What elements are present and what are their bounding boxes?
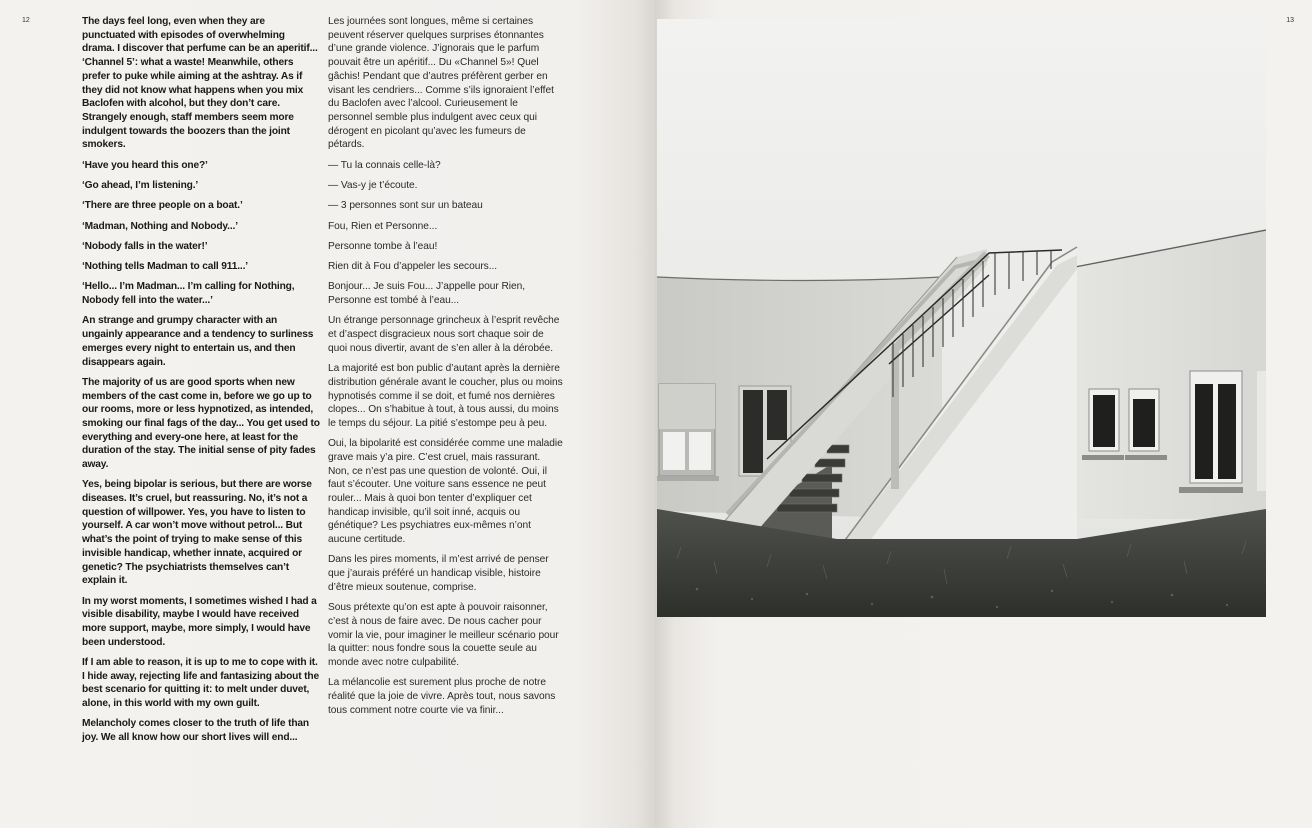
english-paragraph: ‘Go ahead, I’m listening.’ (82, 179, 199, 191)
left-page (0, 0, 655, 828)
right-page (655, 0, 1312, 828)
french-paragraph: Personne tombe à l’eau! (328, 240, 438, 252)
french-paragraph: Un étrange personnage grincheux à l’esprit revêche et d’aspect disgracieux nous sort chaque soir de quoi nous divertir, avant de s’en aller à la dérobée. (328, 315, 560, 354)
english-paragraph: In my worst moments, I sometimes wished I had a visible disability, maybe I would have received more support, maybe, more simply, I would have been understood. (82, 595, 317, 648)
french-paragraph: Sous prétexte qu’on est apte à pouvoir raisonner, c’est à nous de faire avec. De nous cacher pour vomir la vie, pour imaginer le meilleur scénario pour la quitter: nous fondre sous la couette seule au monde avec notre culpabilité. (328, 602, 559, 668)
french-paragraph: La majorité est bon public d’autant après la dernière distribution générale avant le coucher, plus ou moins hypnotisés comme il se doit, et fumé nos dernières clopes... On s’habitue à tout, à tous aussi, du moins le temps du séjour. La pitié s’estompe peu à peu. (328, 363, 563, 429)
english-paragraph: Melancholy comes closer to the truth of life than joy. We all know how our short lives will end... (82, 718, 309, 744)
english-paragraph: The majority of us are good sports when new members of the cast come in, before we go up to our rooms, more or less hypnotized, as intended, smoking our final fags of the day... You get used to everything and every-one here, at least for the duration of the stay. The initial sense of pity fades away. (82, 376, 320, 471)
french-paragraph: Les journées sont longues, même si certaines peuvent réserver quelques surprises étonnantes d’une grande violence. J’ignorais que le parfum pouvait être un apéritif... Du «Channel 5»! Quel gâchis! Pendant que d’autres préfèrent gerber en visant les cendriers... Comme s’ils ignoraient l’effet du Baclofen avec l’alcool. Curieusement le personnel semble plus indulgent avec ceux qui dérogent en picolant qu’avec les fumeurs de pétards. (328, 16, 554, 151)
english-paragraph: If I am able to reason, it is up to me to cope with it. I hide away, rejecting life and fantasizing about the best scenario for quitting it: to melt under duvet, alone, in this world with my own guilt. (82, 656, 319, 710)
french-paragraph: Dans les pires moments, il m’est arrivé de penser que j’aurais préféré un handicap visible, histoire d’être mieux soutenue, comprise. (328, 554, 549, 593)
french-paragraph: — 3 personnes sont sur un bateau (328, 200, 483, 212)
page-number-left: 12 (22, 17, 30, 24)
english-paragraph: ‘There are three people on a boat.’ (82, 200, 243, 212)
french-paragraph: — Tu la connais celle-là? (328, 159, 441, 171)
building-with-exterior-staircase-icon (657, 19, 1266, 617)
english-paragraph: ‘Hello... I’m Madman... I’m calling for Nothing, Nobody fell into the water...’ (82, 281, 295, 307)
french-paragraph: — Vas-y je t’écoute. (328, 179, 418, 191)
french-paragraph: La mélancolie est surement plus proche de notre réalité que la joie de vivre. Après tout, nous savons tous comment notre courte vie va finir... (328, 677, 556, 716)
page-number-right: 13 (1286, 17, 1294, 24)
english-paragraph: ‘Nothing tells Madman to call 911...’ (82, 261, 248, 273)
english-text-column (82, 15, 320, 751)
french-paragraph: Oui, la bipolarité est considérée comme une maladie grave mais y’a pire. C’est cruel, mais rassurant. Non, ce n’est pas une question de volonté. Oui, il faut s’écouter. Une voiture sans essence ne peut rouler... Mais à quoi bon tenter d’expliquer cet handicap invisible, qu’il soit inné, acquis ou génétique? Les psychiatres eux-mêmes n’ont aucune certitude. (328, 438, 563, 546)
english-paragraph: An strange and grumpy character with an ungainly appearance and a tendency to surliness emerges every night to entertain us, and then disappears again. (82, 315, 314, 368)
french-paragraph: Bonjour... Je suis Fou... J’appelle pour Rien, Personne est tombé à l’eau... (328, 281, 526, 307)
english-paragraph: ‘Nobody falls in the water!’ (82, 240, 208, 252)
french-paragraph: Rien dit à Fou d’appeler les secours... (328, 261, 498, 273)
english-paragraph: ‘Madman, Nothing and Nobody...’ (82, 220, 238, 232)
french-text-column (328, 15, 564, 724)
french-paragraph: Fou, Rien et Personne... (328, 220, 438, 232)
english-paragraph: The days feel long, even when they are punctuated with episodes of overwhelming drama. I discover that perfume can be an aperitif... ‘Channel 5’: what a waste! Meanwhile, others prefer to puke while aiming at the ashtray. As if they did not know what happens when you mix Baclofen with alcohol, but they don’t care. Strangely enough, staff members seem more indulgent towards the boozers than the joint smokers. (82, 16, 318, 151)
english-paragraph: ‘Have you heard this one?’ (82, 159, 208, 171)
english-paragraph: Yes, being bipolar is serious, but there are worse diseases. It’s cruel, but reassuring. No, it’s not a question of willpower. Yes, you have to listen to yourself. A car won’t move without petrol... But what’s the point of trying to make sense of this invisible handicap, whether innate, acquired or genetic? The psychiatrists themselves can’t explain it. (82, 479, 312, 587)
